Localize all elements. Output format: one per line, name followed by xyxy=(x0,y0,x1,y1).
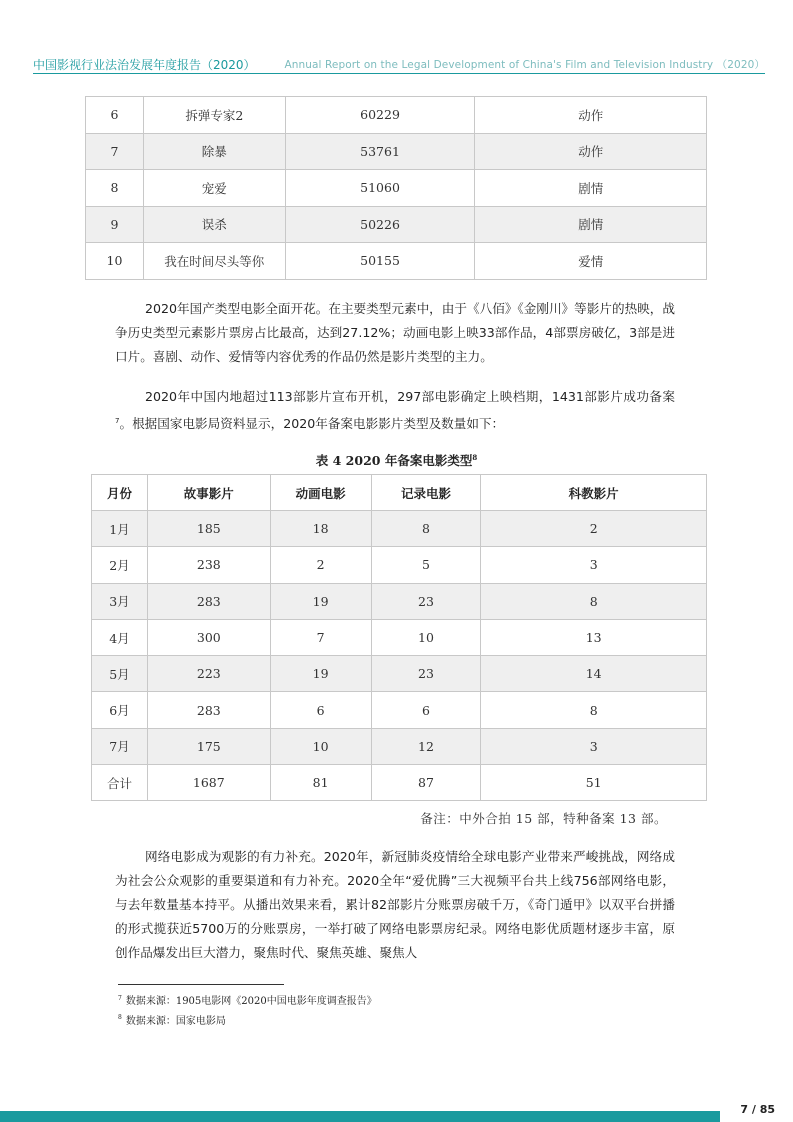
table-note: 备注：中外合拍 15 部，特种备案 13 部。 xyxy=(420,811,667,826)
cell-count: 23 xyxy=(371,583,481,619)
cell-value: 50226 xyxy=(285,206,475,243)
paragraph-text-part: 2020年中国内地超过113部影片宣布开机，297部电影确定上映档期，1431部影片成功备案 xyxy=(145,389,675,404)
cell-month: 1月 xyxy=(92,511,148,547)
table-row xyxy=(92,728,707,764)
paragraph-genre-overview xyxy=(115,297,675,369)
page-number: 7 / 85 xyxy=(740,1103,775,1116)
cell-genre: 动作 xyxy=(475,133,707,170)
footnote-text: 数据来源：国家电影局 xyxy=(125,1015,226,1027)
footnote-ref: 8 xyxy=(472,452,478,462)
cell-value: 50155 xyxy=(285,243,475,280)
column-header: 故事影片 xyxy=(147,475,270,511)
cell-rank: 7 xyxy=(86,133,144,170)
cell-count: 3 xyxy=(481,547,707,583)
cell-count: 300 xyxy=(147,619,270,655)
cell-genre: 动作 xyxy=(475,97,707,134)
page-header xyxy=(33,56,765,74)
cell-count: 10 xyxy=(371,619,481,655)
footnote-divider xyxy=(118,984,284,985)
paragraph-text-part: 。根据国家电影局资料显示，2020年备案电影影片类型及数量如下： xyxy=(119,416,505,432)
cell-count: 10 xyxy=(270,728,371,764)
cell-count: 13 xyxy=(481,619,707,655)
cell-title: 拆弹专家2 xyxy=(143,97,285,134)
cell-month: 4月 xyxy=(92,619,148,655)
footnote-text: 数据来源：1905电影网《2020中国电影年度调查报告》 xyxy=(125,996,377,1008)
footnote xyxy=(118,991,377,1010)
cell-count: 19 xyxy=(270,583,371,619)
cell-count: 8 xyxy=(371,511,481,547)
cell-count: 51 xyxy=(481,765,707,801)
cell-value: 53761 xyxy=(285,133,475,170)
cell-title: 我在时间尽头等你 xyxy=(143,243,285,280)
paragraph-text xyxy=(115,385,675,436)
cell-count: 6 xyxy=(371,692,481,728)
table-row xyxy=(92,511,707,547)
table-row xyxy=(86,170,707,207)
cell-count: 3 xyxy=(481,728,707,764)
table-row xyxy=(92,692,707,728)
paragraph-filing-stats xyxy=(115,385,675,436)
cell-month: 3月 xyxy=(92,583,148,619)
cell-count: 23 xyxy=(371,656,481,692)
cell-count: 6 xyxy=(270,692,371,728)
film-filing-table xyxy=(91,474,707,801)
cell-rank: 10 xyxy=(86,243,144,280)
footnote-ref: 7 xyxy=(115,417,120,425)
footnote-number: 8 xyxy=(118,1014,122,1022)
cell-count: 2 xyxy=(270,547,371,583)
cell-value: 51060 xyxy=(285,170,475,207)
cell-count: 175 xyxy=(147,728,270,764)
cell-value: 60229 xyxy=(285,97,475,134)
paragraph-text: 网络电影成为观影的有力补充。2020年，新冠肺炎疫情给全球电影产业带来严峻挑战，网络成为社会公众观影的重要渠道和有力补充。2020全年“爱优腾”三大视频平台共上线756部网络电影，与去年数量基本持平。从播出效果来看，累计82部影片分账票房破千万，《奇门遁甲》以双平台拼播的形式揽获近5700万的分账票房，一举打破了网络电影票房纪录。网络电影优质题材逐步丰富，原创作品爆发出巨大潜力，聚焦时代、聚焦英雄、聚焦人 xyxy=(115,849,675,960)
cell-count: 1687 xyxy=(147,765,270,801)
cell-title: 宠爱 xyxy=(143,170,285,207)
cell-count: 19 xyxy=(270,656,371,692)
header-title-en: Annual Report on the Legal Development of China's Film and Television Industry （2020） xyxy=(284,59,765,71)
table-row xyxy=(92,547,707,583)
table-header-row xyxy=(92,475,707,511)
cell-count: 12 xyxy=(371,728,481,764)
cell-count: 5 xyxy=(371,547,481,583)
column-header: 月份 xyxy=(92,475,148,511)
cell-count: 7 xyxy=(270,619,371,655)
cell-count: 238 xyxy=(147,547,270,583)
paragraph-online-films xyxy=(115,845,675,965)
cell-genre: 剧情 xyxy=(475,170,707,207)
table-caption-text: 表 4 2020 年备案电影类型 xyxy=(315,453,473,468)
cell-title: 除暴 xyxy=(143,133,285,170)
cell-month: 2月 xyxy=(92,547,148,583)
column-header: 科教影片 xyxy=(481,475,707,511)
table-row xyxy=(86,133,707,170)
footnote-number: 7 xyxy=(118,995,122,1002)
footnote xyxy=(118,1010,377,1029)
cell-month: 5月 xyxy=(92,656,148,692)
cell-month: 6月 xyxy=(92,692,148,728)
header-title-cn: 中国影视行业法治发展年度报告（2020） xyxy=(33,58,256,72)
box-office-table-continued xyxy=(85,96,707,280)
table-row xyxy=(92,656,707,692)
table-caption xyxy=(0,451,793,469)
cell-title: 误杀 xyxy=(143,206,285,243)
cell-month: 合计 xyxy=(92,765,148,801)
table-row xyxy=(86,97,707,134)
column-header: 动画电影 xyxy=(270,475,371,511)
table-row xyxy=(86,206,707,243)
cell-month: 7月 xyxy=(92,728,148,764)
footer-bar xyxy=(0,1111,720,1122)
cell-count: 2 xyxy=(481,511,707,547)
cell-count: 223 xyxy=(147,656,270,692)
cell-count: 81 xyxy=(270,765,371,801)
table-row xyxy=(92,765,707,801)
table-row xyxy=(92,619,707,655)
cell-rank: 8 xyxy=(86,170,144,207)
cell-count: 8 xyxy=(481,583,707,619)
paragraph-text: 2020年国产类型电影全面开花。在主要类型元素中，由于《八佰》《金刚川》等影片的热映，战争历史类型元素影片票房占比最高，达到27.12%；动画电影上映33部作品，4部票房破亿，3部是进口片。喜剧、动作、爱情等内容优秀的作品仍然是影片类型的主力。 xyxy=(115,301,675,364)
cell-genre: 剧情 xyxy=(475,206,707,243)
cell-count: 14 xyxy=(481,656,707,692)
column-header: 记录电影 xyxy=(371,475,481,511)
table-row xyxy=(86,243,707,280)
cell-count: 87 xyxy=(371,765,481,801)
footnotes xyxy=(118,991,377,1030)
cell-rank: 6 xyxy=(86,97,144,134)
cell-genre: 爱情 xyxy=(475,243,707,280)
cell-count: 18 xyxy=(270,511,371,547)
table-row xyxy=(92,583,707,619)
cell-count: 8 xyxy=(481,692,707,728)
cell-count: 283 xyxy=(147,583,270,619)
cell-count: 283 xyxy=(147,692,270,728)
cell-rank: 9 xyxy=(86,206,144,243)
cell-count: 185 xyxy=(147,511,270,547)
